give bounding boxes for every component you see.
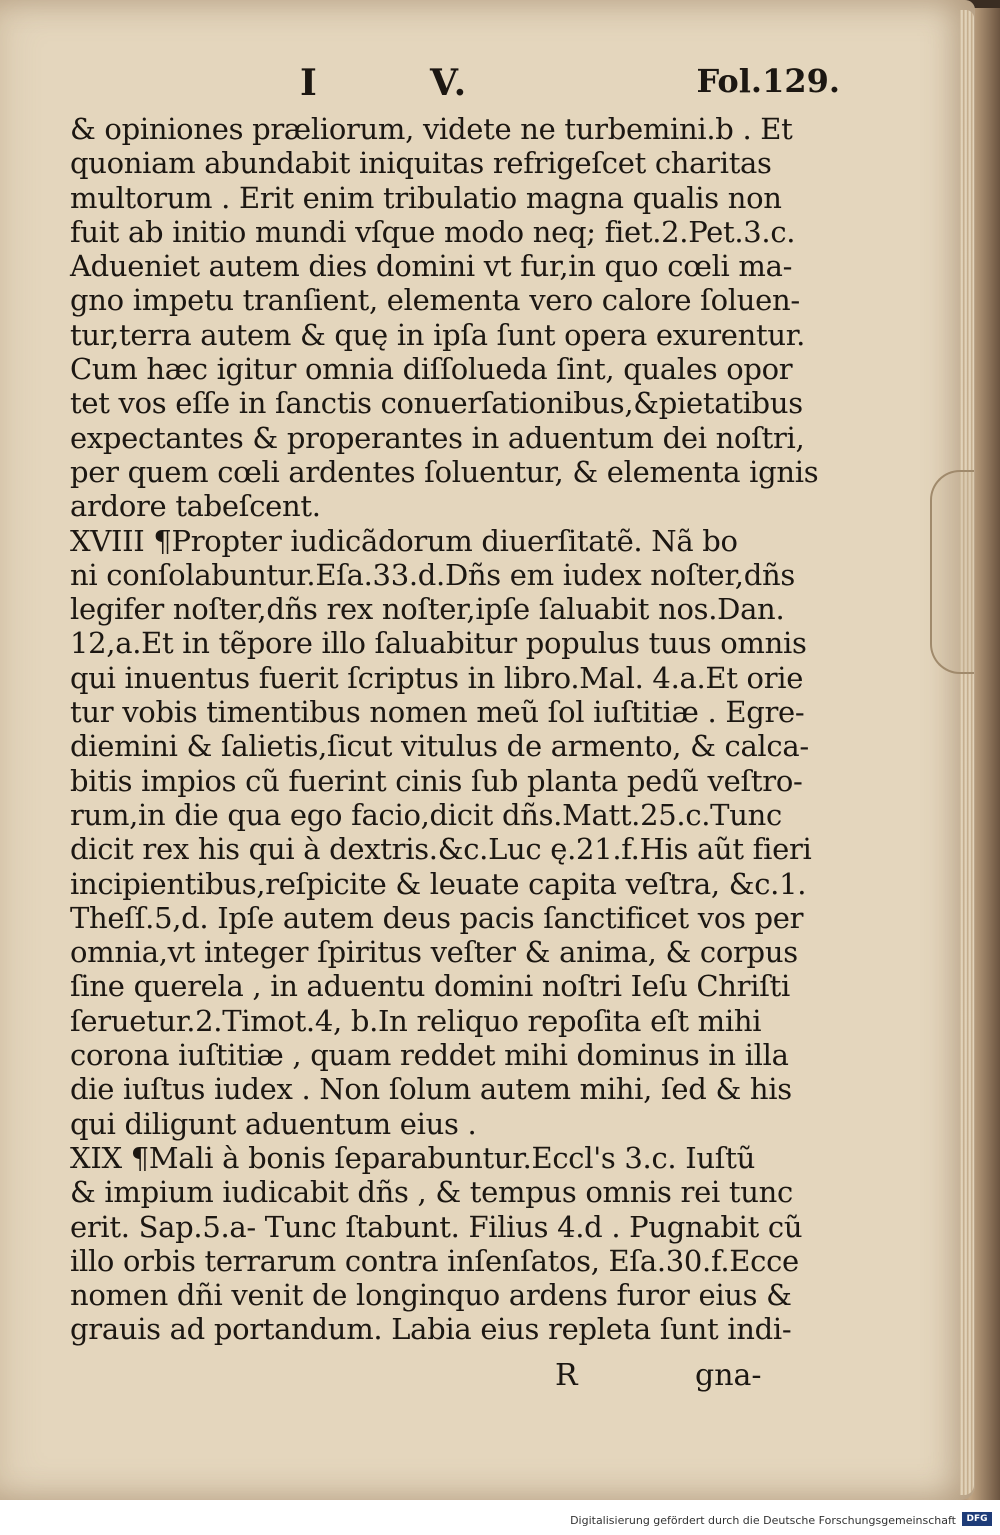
- text-line: nomen dñi venit de longinquo ardens furor eius &: [70, 1278, 792, 1313]
- signature-line: [40, 1358, 840, 1392]
- signature-mark: R: [555, 1358, 578, 1393]
- text-line: incipientibus,reſpicite & leuate capita veſtra, &c.1.: [70, 866, 807, 901]
- header-letter-i: I: [300, 62, 319, 104]
- header-letter-v: V.: [430, 62, 469, 104]
- text-line: diemini & ſalietis,ſicut vitulus de armento, & calca-: [70, 729, 809, 764]
- text-line: multorum . Erit enim tribulatio magna qualis non: [70, 180, 782, 215]
- body-text: [70, 112, 870, 1347]
- text-line: ſeruetur.2.Timot.4, b.In reliquo repoſita eſt mihi: [70, 1003, 762, 1038]
- page-edge: [960, 10, 974, 1495]
- text-line: illo orbis terrarum contra inſenſatos, Eſa.30.f.Ecce: [70, 1243, 799, 1278]
- text-line: quoniam abundabit iniquitas refrigeſcet charitas: [70, 146, 772, 181]
- text-line: fuit ab initio mundi vſque modo neq; fiet.2.Pet.3.c.: [70, 214, 796, 249]
- text-line: & opiniones præliorum, videte ne turbemini.b . Et: [70, 112, 793, 146]
- folio-number: Fol.129.: [696, 62, 840, 100]
- dfg-logo-icon: DFG: [962, 1512, 992, 1526]
- text-line: gno impetu tranſient, elementa vero calore ſoluen-: [70, 283, 800, 318]
- text-line: 12,a.Et in tẽpore illo ſaluabitur populus tuus omnis: [70, 626, 807, 661]
- digitization-footer: [0, 1500, 1000, 1535]
- section-heading-xix: XIX ¶Mali à bonis ſeparabuntur.Eccl's 3.c. Iuſtũ: [70, 1140, 755, 1175]
- text-line: erit. Sap.5.a- Tunc ſtabunt. Filius 4.d . Pugnabit cũ: [70, 1209, 803, 1244]
- text-line: & impium iudicabit dñs , & tempus omnis rei tunc: [70, 1175, 793, 1210]
- text-line: legifer noſter,dñs rex noſter,ipſe ſaluabit nos.Dan.: [70, 592, 785, 627]
- text-line: Theſſ.5,d. Ipſe autem deus pacis ſanctificet vos per: [70, 900, 804, 935]
- text-line: Adueniet autem dies domini vt fur,in quo cœli ma-: [70, 249, 793, 284]
- text-line: tet vos eſſe in ſanctis conuerſationibus,&pietatibus: [70, 386, 803, 421]
- footer-credit: Digitalisierung gefördert durch die Deutsche Forschungsgemeinschaft: [570, 1514, 956, 1527]
- catchword: gna-: [695, 1358, 762, 1393]
- text-line: qui diligunt aduentum eius .: [70, 1106, 477, 1141]
- text-line: rum,in die qua ego facio,dicit dñs.Matt.25.c.Tunc: [70, 797, 782, 832]
- text-line: corona iuſtitiæ , quam reddet mihi dominus in illa: [70, 1038, 789, 1073]
- text-line: ni conſolabuntur.Eſa.33.d.Dñs em iudex noſter,dñs: [70, 557, 795, 592]
- text-line: Cum hæc igitur omnia diſſolueda ſint, quales opor: [70, 352, 793, 387]
- text-line: tur,terra autem & quę in ipſa ſunt opera exurentur.: [70, 317, 806, 352]
- section-heading-xviii: XVIII ¶Propter iudicãdorum diuerſitatẽ. Nã bo: [70, 523, 738, 558]
- text-line: grauis ad portandum. Labia eius repleta ſunt indi-: [70, 1312, 792, 1347]
- text-line: per quem cœli ardentes ſoluentur, & elementa ignis: [70, 454, 819, 489]
- text-line: ſine querela , in aduentu domini noſtri Ieſu Chriſti: [70, 969, 790, 1004]
- text-line: tur vobis timentibus nomen meũ ſol iuſtitiæ . Egre-: [70, 695, 805, 730]
- text-line: ardore tabeſcent.: [70, 489, 321, 524]
- text-line: dicit rex his qui à dextris.&c.Luc ę.21.f.His aũt fieri: [70, 832, 812, 867]
- text-line: bitis impios cũ fuerint cinis ſub planta pedũ veſtro-: [70, 763, 803, 798]
- text-line: qui inuentus fuerit ſcriptus in libro.Mal. 4.a.Et orie: [70, 660, 804, 695]
- running-header: [300, 62, 840, 102]
- text-line: expectantes & properantes in aduentum dei noſtri,: [70, 420, 805, 455]
- text-line: die iuſtus iudex . Non ſolum autem mihi, ſed & his: [70, 1072, 792, 1107]
- text-line: omnia,vt integer ſpiritus veſter & anima, & corpus: [70, 935, 798, 970]
- book-clasp: [930, 470, 974, 674]
